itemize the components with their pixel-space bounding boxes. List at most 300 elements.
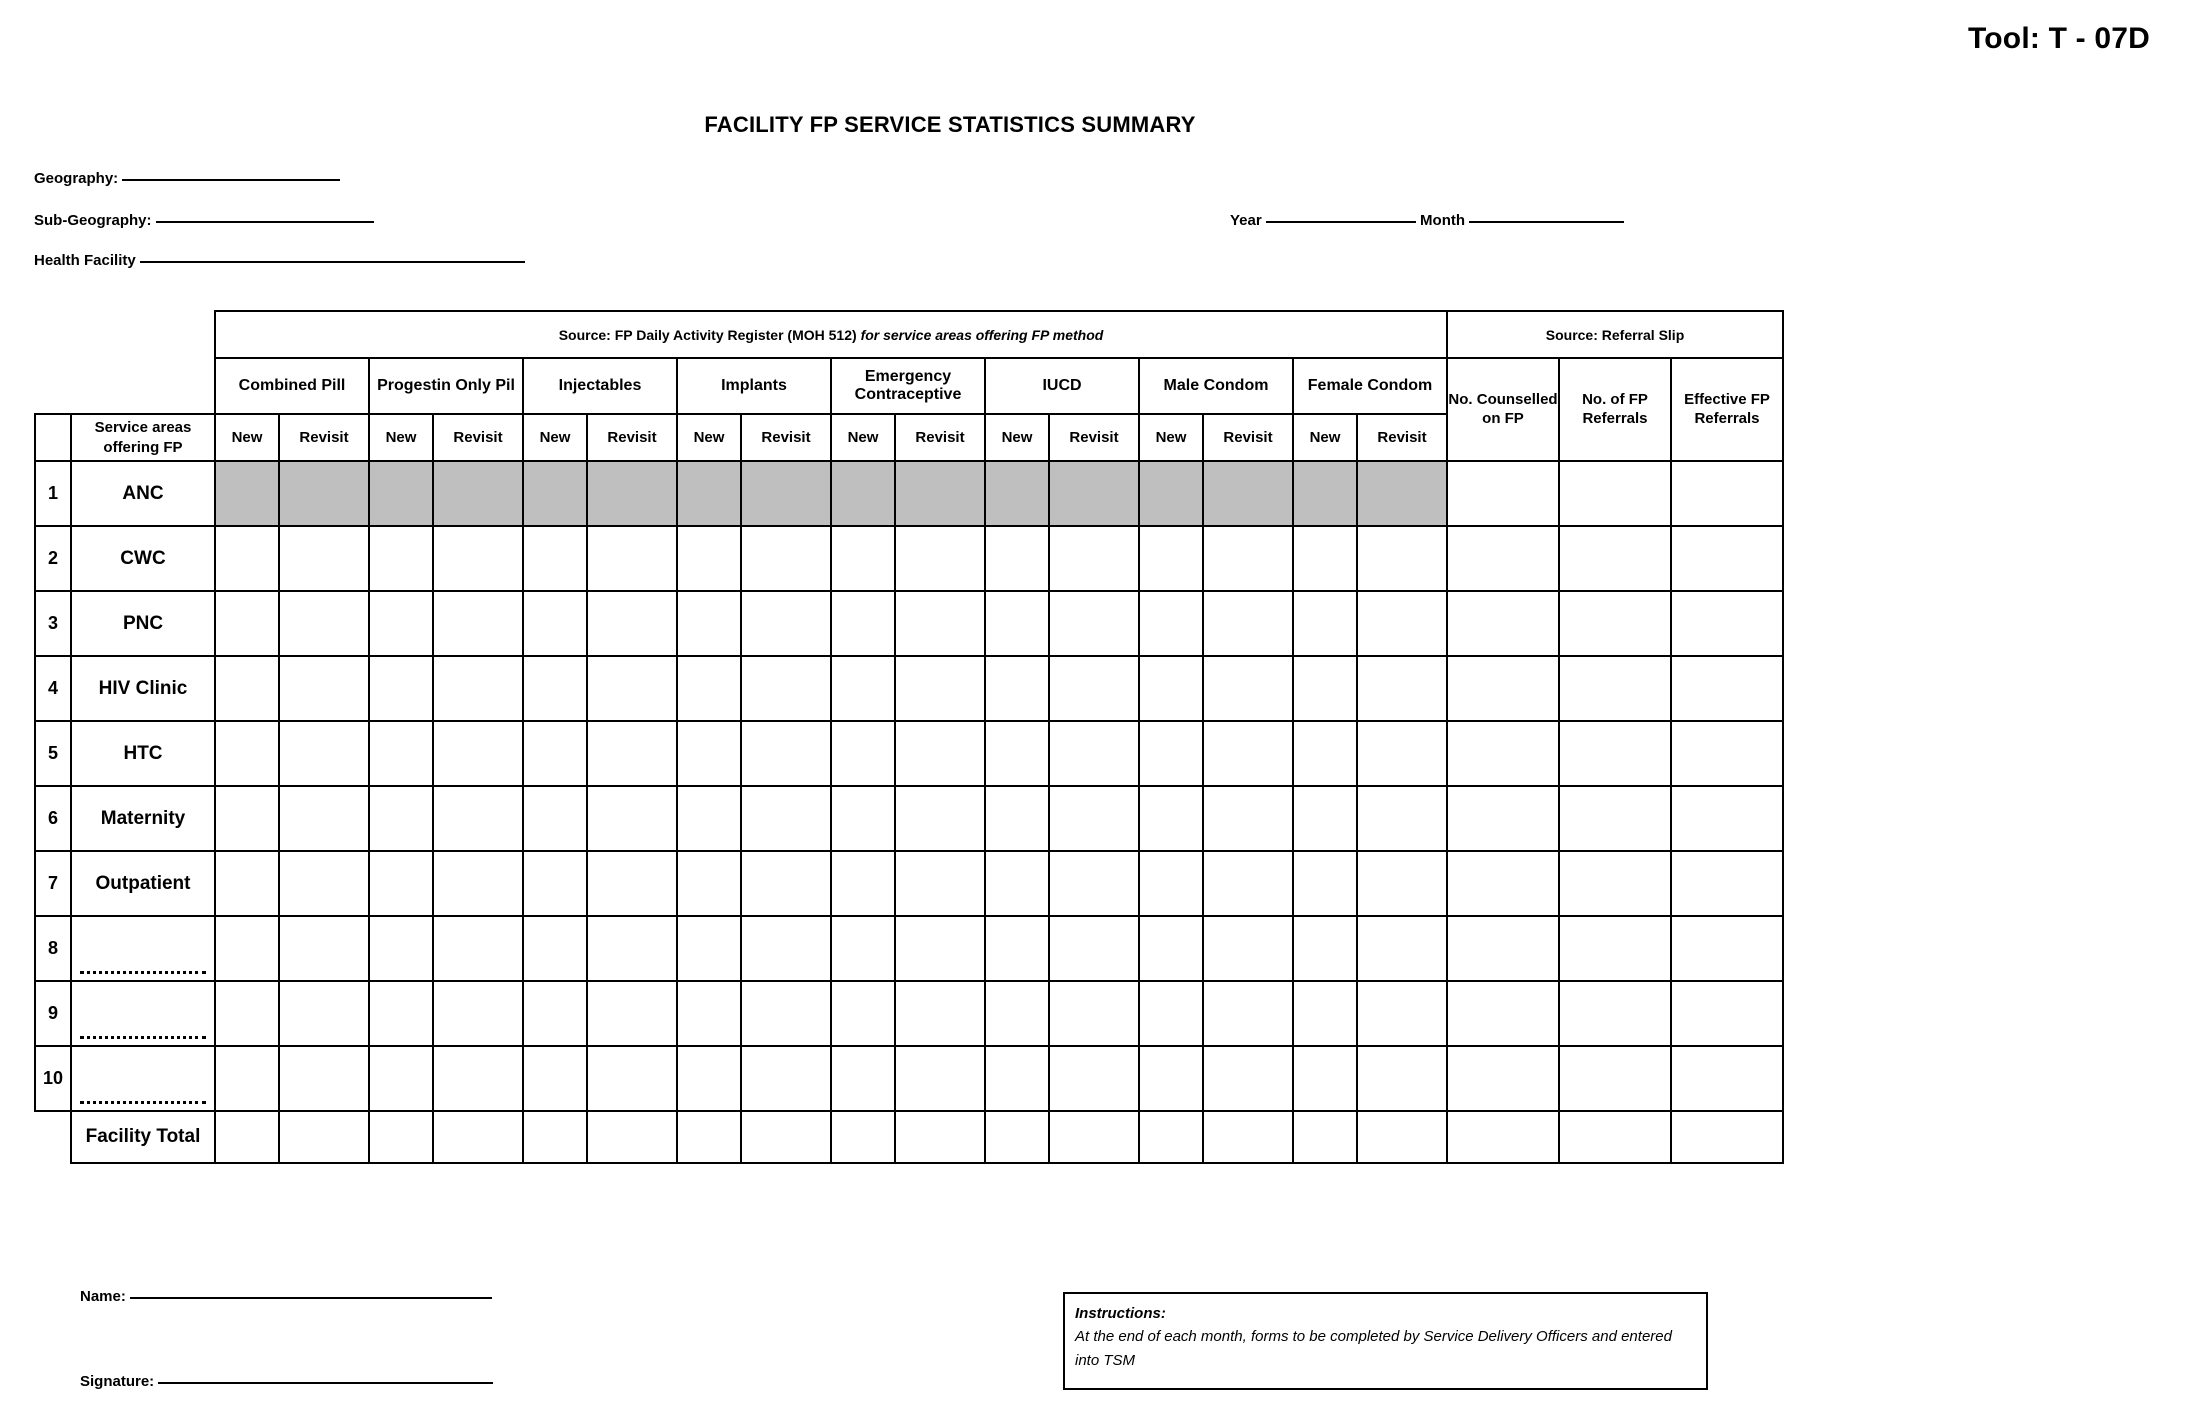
data-entry-cell[interactable] xyxy=(1447,656,1559,721)
data-entry-cell[interactable] xyxy=(1447,526,1559,591)
method-combined-pill: Combined Pill xyxy=(215,358,369,414)
service-area-label xyxy=(71,851,215,916)
data-entry-cell[interactable] xyxy=(1559,851,1671,916)
geography-field xyxy=(34,170,340,187)
data-entry-cell[interactable] xyxy=(279,1046,369,1111)
total-entry-cell[interactable] xyxy=(1559,1111,1671,1163)
data-entry-cell[interactable] xyxy=(1559,526,1671,591)
method-header-row xyxy=(35,358,1783,414)
name-input[interactable] xyxy=(130,1297,492,1299)
table-row xyxy=(35,526,1783,591)
subheader-revisit-male-condom: Revisit xyxy=(1203,414,1293,461)
subheader-new-emergency-contraceptive: New xyxy=(831,414,895,461)
col-no-of-fp-referrals: No. of FP Referrals xyxy=(1559,358,1671,461)
data-entry-cell[interactable] xyxy=(831,591,895,656)
data-entry-cell[interactable] xyxy=(433,786,523,851)
row-number: 3 xyxy=(35,591,71,656)
disabled-data-cell xyxy=(279,461,369,526)
data-entry-cell[interactable] xyxy=(1447,721,1559,786)
data-entry-cell[interactable] xyxy=(1671,786,1783,851)
data-entry-cell[interactable] xyxy=(1447,1046,1559,1111)
subheader-new-iucd: New xyxy=(985,414,1049,461)
data-entry-cell[interactable] xyxy=(1139,1046,1203,1111)
service-area-text: Maternity xyxy=(100,807,186,829)
data-entry-cell[interactable] xyxy=(741,981,831,1046)
data-entry-cell[interactable] xyxy=(587,916,677,981)
row-number: 10 xyxy=(35,1046,71,1111)
data-entry-cell[interactable] xyxy=(831,851,895,916)
total-entry-cell[interactable] xyxy=(433,1111,523,1163)
col-no-counselled-on-fp: No. Counselled on FP xyxy=(1447,358,1559,461)
data-entry-cell[interactable] xyxy=(741,721,831,786)
data-entry-cell[interactable] xyxy=(215,916,279,981)
method-iucd: IUCD xyxy=(985,358,1139,414)
data-entry-cell[interactable] xyxy=(523,721,587,786)
year-month-field xyxy=(1230,212,1624,229)
data-entry-cell[interactable] xyxy=(677,1046,741,1111)
data-entry-cell[interactable] xyxy=(1559,721,1671,786)
disabled-data-cell xyxy=(523,461,587,526)
data-entry-cell[interactable] xyxy=(677,721,741,786)
data-entry-cell[interactable] xyxy=(215,981,279,1046)
instructions-box xyxy=(1063,1292,1708,1390)
row-number-header xyxy=(35,414,71,461)
data-entry-cell[interactable] xyxy=(741,1046,831,1111)
data-entry-cell[interactable] xyxy=(587,656,677,721)
method-emergency-contraceptive: Emergency Contraceptive xyxy=(831,358,985,414)
service-area-label xyxy=(71,461,215,526)
total-entry-cell[interactable] xyxy=(1357,1111,1447,1163)
total-entry-cell[interactable] xyxy=(741,1111,831,1163)
subheader-revisit-emergency-contraceptive: Revisit xyxy=(895,414,985,461)
service-area-label[interactable] xyxy=(71,916,215,981)
disabled-data-cell xyxy=(677,461,741,526)
data-entry-cell[interactable] xyxy=(1671,1046,1783,1111)
year-label: Year xyxy=(1230,212,1262,229)
data-entry-cell[interactable] xyxy=(1447,461,1559,526)
write-in-dotted-line xyxy=(80,971,206,974)
data-entry-cell[interactable] xyxy=(741,851,831,916)
service-area-label[interactable] xyxy=(71,1046,215,1111)
instructions-body: At the end of each month, forms to be completed by Service Delivery Officers and entered into TSM xyxy=(1075,1328,1672,1369)
data-entry-cell[interactable] xyxy=(1293,721,1357,786)
data-entry-cell[interactable] xyxy=(1293,851,1357,916)
data-entry-cell[interactable] xyxy=(1559,981,1671,1046)
data-entry-cell[interactable] xyxy=(1671,721,1783,786)
data-entry-cell[interactable] xyxy=(895,916,985,981)
facility-total-row xyxy=(35,1111,1783,1163)
subheader-new-injectables: New xyxy=(523,414,587,461)
data-entry-cell[interactable] xyxy=(1049,591,1139,656)
data-entry-cell[interactable] xyxy=(985,916,1049,981)
service-area-text: ANC xyxy=(122,482,164,504)
name-field xyxy=(80,1288,492,1305)
data-entry-cell[interactable] xyxy=(1293,916,1357,981)
data-entry-cell[interactable] xyxy=(1049,721,1139,786)
data-entry-cell[interactable] xyxy=(985,656,1049,721)
data-entry-cell[interactable] xyxy=(1357,656,1447,721)
row-number: 9 xyxy=(35,981,71,1046)
data-entry-cell[interactable] xyxy=(1447,851,1559,916)
facility-total-label: Facility Total xyxy=(71,1111,215,1163)
signature-label: Signature: xyxy=(80,1373,155,1390)
data-entry-cell[interactable] xyxy=(433,851,523,916)
data-entry-cell[interactable] xyxy=(433,526,523,591)
disabled-data-cell xyxy=(1203,461,1293,526)
data-entry-cell[interactable] xyxy=(1671,591,1783,656)
empty-corner-1 xyxy=(35,311,71,358)
service-area-label xyxy=(71,721,215,786)
data-entry-cell[interactable] xyxy=(741,916,831,981)
geography-label: Geography: xyxy=(34,170,119,187)
data-entry-cell[interactable] xyxy=(523,981,587,1046)
source-daily-register xyxy=(215,311,1447,358)
data-entry-cell[interactable] xyxy=(1559,591,1671,656)
data-entry-cell[interactable] xyxy=(1139,656,1203,721)
table-row xyxy=(35,916,1783,981)
disabled-data-cell xyxy=(1049,461,1139,526)
data-entry-cell[interactable] xyxy=(831,721,895,786)
row-number: 4 xyxy=(35,656,71,721)
data-entry-cell[interactable] xyxy=(587,786,677,851)
signature-input[interactable] xyxy=(158,1382,493,1384)
data-entry-cell[interactable] xyxy=(1203,851,1293,916)
data-entry-cell[interactable] xyxy=(1293,981,1357,1046)
total-entry-cell[interactable] xyxy=(895,1111,985,1163)
data-entry-cell[interactable] xyxy=(369,851,433,916)
data-entry-cell[interactable] xyxy=(279,721,369,786)
data-entry-cell[interactable] xyxy=(523,916,587,981)
data-entry-cell[interactable] xyxy=(1671,656,1783,721)
data-entry-cell[interactable] xyxy=(279,851,369,916)
disabled-data-cell xyxy=(1357,461,1447,526)
data-entry-cell[interactable] xyxy=(741,591,831,656)
subheader-revisit-combined-pill: Revisit xyxy=(279,414,369,461)
empty-corner-4 xyxy=(71,358,215,414)
data-entry-cell[interactable] xyxy=(985,1046,1049,1111)
data-entry-cell[interactable] xyxy=(895,851,985,916)
data-entry-cell[interactable] xyxy=(523,656,587,721)
source-referral-slip: Source: Referral Slip xyxy=(1447,311,1783,358)
sub-geography-input[interactable] xyxy=(156,221,374,223)
subheader-revisit-progestin-only-pill: Revisit xyxy=(433,414,523,461)
data-entry-cell[interactable] xyxy=(523,591,587,656)
data-entry-cell[interactable] xyxy=(741,656,831,721)
data-entry-cell[interactable] xyxy=(1049,656,1139,721)
data-entry-cell[interactable] xyxy=(895,786,985,851)
data-entry-cell[interactable] xyxy=(895,656,985,721)
instructions-heading: Instructions: xyxy=(1075,1305,1166,1322)
health-facility-input[interactable] xyxy=(140,261,525,263)
data-entry-cell[interactable] xyxy=(523,786,587,851)
data-entry-cell[interactable] xyxy=(1049,851,1139,916)
total-entry-cell[interactable] xyxy=(831,1111,895,1163)
data-entry-cell[interactable] xyxy=(1203,591,1293,656)
disabled-data-cell xyxy=(1139,461,1203,526)
data-entry-cell[interactable] xyxy=(587,981,677,1046)
total-row-spacer xyxy=(35,1111,71,1163)
total-entry-cell[interactable] xyxy=(985,1111,1049,1163)
data-entry-cell[interactable] xyxy=(433,1046,523,1111)
data-entry-cell[interactable] xyxy=(1049,981,1139,1046)
total-entry-cell[interactable] xyxy=(215,1111,279,1163)
method-injectables: Injectables xyxy=(523,358,677,414)
disabled-data-cell xyxy=(587,461,677,526)
subheader-new-male-condom: New xyxy=(1139,414,1203,461)
data-entry-cell[interactable] xyxy=(1293,656,1357,721)
data-entry-cell[interactable] xyxy=(1049,1046,1139,1111)
data-entry-cell[interactable] xyxy=(369,1046,433,1111)
data-entry-cell[interactable] xyxy=(1293,591,1357,656)
data-entry-cell[interactable] xyxy=(1139,916,1203,981)
data-entry-cell[interactable] xyxy=(1357,1046,1447,1111)
data-entry-cell[interactable] xyxy=(433,656,523,721)
data-entry-cell[interactable] xyxy=(215,656,279,721)
data-entry-cell[interactable] xyxy=(279,656,369,721)
data-entry-cell[interactable] xyxy=(1559,1046,1671,1111)
data-entry-cell[interactable] xyxy=(895,981,985,1046)
table-row xyxy=(35,851,1783,916)
data-entry-cell[interactable] xyxy=(831,656,895,721)
data-entry-cell[interactable] xyxy=(1357,591,1447,656)
data-entry-cell[interactable] xyxy=(895,721,985,786)
method-progestin-only-pill: Progestin Only Pil xyxy=(369,358,523,414)
data-entry-cell[interactable] xyxy=(215,1046,279,1111)
data-entry-cell[interactable] xyxy=(895,526,985,591)
subheader-new-female-condom: New xyxy=(1293,414,1357,461)
data-entry-cell[interactable] xyxy=(985,591,1049,656)
data-entry-cell[interactable] xyxy=(587,721,677,786)
data-entry-cell[interactable] xyxy=(1203,721,1293,786)
total-entry-cell[interactable] xyxy=(1293,1111,1357,1163)
data-entry-cell[interactable] xyxy=(985,721,1049,786)
data-entry-cell[interactable] xyxy=(523,851,587,916)
subheader-new-progestin-only-pill: New xyxy=(369,414,433,461)
data-entry-cell[interactable] xyxy=(369,721,433,786)
data-entry-cell[interactable] xyxy=(1203,981,1293,1046)
data-entry-cell[interactable] xyxy=(895,1046,985,1111)
data-entry-cell[interactable] xyxy=(895,591,985,656)
data-entry-cell[interactable] xyxy=(1203,526,1293,591)
data-entry-cell[interactable] xyxy=(1357,981,1447,1046)
disabled-data-cell xyxy=(985,461,1049,526)
sub-geography-label: Sub-Geography: xyxy=(34,212,152,229)
source-left-italic: for service areas offering FP method xyxy=(860,326,1104,343)
month-label: Month xyxy=(1420,212,1466,229)
data-entry-cell[interactable] xyxy=(279,981,369,1046)
table-row xyxy=(35,1046,1783,1111)
disabled-data-cell xyxy=(215,461,279,526)
row-number: 1 xyxy=(35,461,71,526)
disabled-data-cell xyxy=(433,461,523,526)
source-left-prefix: Source: FP Daily Activity Register (MOH 512) xyxy=(558,326,861,343)
fp-service-statistics-table xyxy=(34,310,1784,1164)
data-entry-cell[interactable] xyxy=(1357,786,1447,851)
total-entry-cell[interactable] xyxy=(1203,1111,1293,1163)
data-entry-cell[interactable] xyxy=(985,526,1049,591)
total-entry-cell[interactable] xyxy=(587,1111,677,1163)
data-entry-cell[interactable] xyxy=(1671,981,1783,1046)
data-entry-cell[interactable] xyxy=(1049,526,1139,591)
row-number: 6 xyxy=(35,786,71,851)
data-entry-cell[interactable] xyxy=(677,591,741,656)
row-number: 5 xyxy=(35,721,71,786)
total-entry-cell[interactable] xyxy=(1447,1111,1559,1163)
service-area-label xyxy=(71,786,215,851)
service-area-label[interactable] xyxy=(71,981,215,1046)
data-entry-cell[interactable] xyxy=(831,526,895,591)
data-entry-cell[interactable] xyxy=(369,981,433,1046)
data-entry-cell[interactable] xyxy=(831,916,895,981)
service-area-text: HTC xyxy=(123,742,163,764)
service-area-text: Outpatient xyxy=(95,872,191,894)
row-number: 2 xyxy=(35,526,71,591)
data-entry-cell[interactable] xyxy=(1139,526,1203,591)
data-entry-cell[interactable] xyxy=(741,526,831,591)
total-entry-cell[interactable] xyxy=(1049,1111,1139,1163)
data-entry-cell[interactable] xyxy=(741,786,831,851)
year-input[interactable] xyxy=(1266,221,1416,223)
data-entry-cell[interactable] xyxy=(1139,591,1203,656)
data-entry-cell[interactable] xyxy=(215,526,279,591)
subheader-new-combined-pill: New xyxy=(215,414,279,461)
row-number: 7 xyxy=(35,851,71,916)
data-entry-cell[interactable] xyxy=(1139,851,1203,916)
data-entry-cell[interactable] xyxy=(1357,916,1447,981)
month-input[interactable] xyxy=(1469,221,1624,223)
data-entry-cell[interactable] xyxy=(677,981,741,1046)
data-entry-cell[interactable] xyxy=(1671,916,1783,981)
data-entry-cell[interactable] xyxy=(1203,656,1293,721)
data-entry-cell[interactable] xyxy=(1559,786,1671,851)
data-entry-cell[interactable] xyxy=(677,786,741,851)
service-areas-header: Service areas offering FP xyxy=(71,414,215,461)
name-label: Name: xyxy=(80,1288,126,1305)
data-entry-cell[interactable] xyxy=(677,656,741,721)
table-row xyxy=(35,461,1783,526)
data-entry-cell[interactable] xyxy=(1049,916,1139,981)
total-entry-cell[interactable] xyxy=(1139,1111,1203,1163)
row-number: 8 xyxy=(35,916,71,981)
data-entry-cell[interactable] xyxy=(369,526,433,591)
data-entry-cell[interactable] xyxy=(1447,916,1559,981)
data-entry-cell[interactable] xyxy=(215,851,279,916)
data-entry-cell[interactable] xyxy=(369,916,433,981)
data-entry-cell[interactable] xyxy=(279,786,369,851)
data-entry-cell[interactable] xyxy=(523,526,587,591)
total-entry-cell[interactable] xyxy=(279,1111,369,1163)
data-entry-cell[interactable] xyxy=(985,851,1049,916)
data-entry-cell[interactable] xyxy=(279,591,369,656)
data-entry-cell[interactable] xyxy=(215,721,279,786)
signature-field xyxy=(80,1373,493,1390)
data-entry-cell[interactable] xyxy=(1447,786,1559,851)
total-entry-cell[interactable] xyxy=(523,1111,587,1163)
disabled-data-cell xyxy=(369,461,433,526)
total-entry-cell[interactable] xyxy=(369,1111,433,1163)
disabled-data-cell xyxy=(741,461,831,526)
data-entry-cell[interactable] xyxy=(1447,591,1559,656)
table-row xyxy=(35,591,1783,656)
data-entry-cell[interactable] xyxy=(1559,916,1671,981)
sub-geography-field xyxy=(34,212,374,229)
data-entry-cell[interactable] xyxy=(369,591,433,656)
data-entry-cell[interactable] xyxy=(985,786,1049,851)
data-entry-cell[interactable] xyxy=(1293,526,1357,591)
data-entry-cell[interactable] xyxy=(587,851,677,916)
data-entry-cell[interactable] xyxy=(523,1046,587,1111)
data-entry-cell[interactable] xyxy=(1139,786,1203,851)
data-entry-cell[interactable] xyxy=(1357,721,1447,786)
data-entry-cell[interactable] xyxy=(1671,851,1783,916)
data-entry-cell[interactable] xyxy=(587,591,677,656)
method-male-condom: Male Condom xyxy=(1139,358,1293,414)
disabled-data-cell xyxy=(1293,461,1357,526)
data-entry-cell[interactable] xyxy=(279,916,369,981)
total-entry-cell[interactable] xyxy=(1671,1111,1783,1163)
data-entry-cell[interactable] xyxy=(1671,461,1783,526)
tool-tag: Tool: T - 07D xyxy=(1967,22,2150,55)
data-entry-cell[interactable] xyxy=(1203,916,1293,981)
data-entry-cell[interactable] xyxy=(279,526,369,591)
data-entry-cell[interactable] xyxy=(1357,851,1447,916)
data-entry-cell[interactable] xyxy=(1139,721,1203,786)
subheader-revisit-injectables: Revisit xyxy=(587,414,677,461)
data-entry-cell[interactable] xyxy=(1293,1046,1357,1111)
data-entry-cell[interactable] xyxy=(677,916,741,981)
data-entry-cell[interactable] xyxy=(587,526,677,591)
table-row xyxy=(35,786,1783,851)
data-entry-cell[interactable] xyxy=(1559,461,1671,526)
write-in-dotted-line xyxy=(80,1101,206,1104)
data-entry-cell[interactable] xyxy=(433,591,523,656)
data-entry-cell[interactable] xyxy=(1357,526,1447,591)
geography-input[interactable] xyxy=(122,179,340,181)
data-entry-cell[interactable] xyxy=(677,851,741,916)
data-entry-cell[interactable] xyxy=(985,981,1049,1046)
total-entry-cell[interactable] xyxy=(677,1111,741,1163)
health-facility-field xyxy=(34,252,525,269)
data-entry-cell[interactable] xyxy=(369,786,433,851)
data-entry-cell[interactable] xyxy=(433,721,523,786)
data-entry-cell[interactable] xyxy=(215,786,279,851)
data-entry-cell[interactable] xyxy=(677,526,741,591)
data-entry-cell[interactable] xyxy=(831,981,895,1046)
subheader-revisit-female-condom: Revisit xyxy=(1357,414,1447,461)
data-entry-cell[interactable] xyxy=(831,786,895,851)
data-entry-cell[interactable] xyxy=(1139,981,1203,1046)
data-entry-cell[interactable] xyxy=(433,916,523,981)
method-female-condom: Female Condom xyxy=(1293,358,1447,414)
data-entry-cell[interactable] xyxy=(1049,786,1139,851)
data-entry-cell[interactable] xyxy=(215,591,279,656)
data-entry-cell[interactable] xyxy=(1203,786,1293,851)
service-area-text: CWC xyxy=(120,547,166,569)
data-entry-cell[interactable] xyxy=(1293,786,1357,851)
col-effective-fp-referrals: Effective FP Referrals xyxy=(1671,358,1783,461)
data-entry-cell[interactable] xyxy=(587,1046,677,1111)
table-row xyxy=(35,721,1783,786)
data-entry-cell[interactable] xyxy=(1559,656,1671,721)
write-in-dotted-line xyxy=(80,1036,206,1039)
data-entry-cell[interactable] xyxy=(433,981,523,1046)
data-entry-cell[interactable] xyxy=(831,1046,895,1111)
data-entry-cell[interactable] xyxy=(369,656,433,721)
data-entry-cell[interactable] xyxy=(1447,981,1559,1046)
source-header-row xyxy=(35,311,1783,358)
data-entry-cell[interactable] xyxy=(1203,1046,1293,1111)
data-entry-cell[interactable] xyxy=(1671,526,1783,591)
